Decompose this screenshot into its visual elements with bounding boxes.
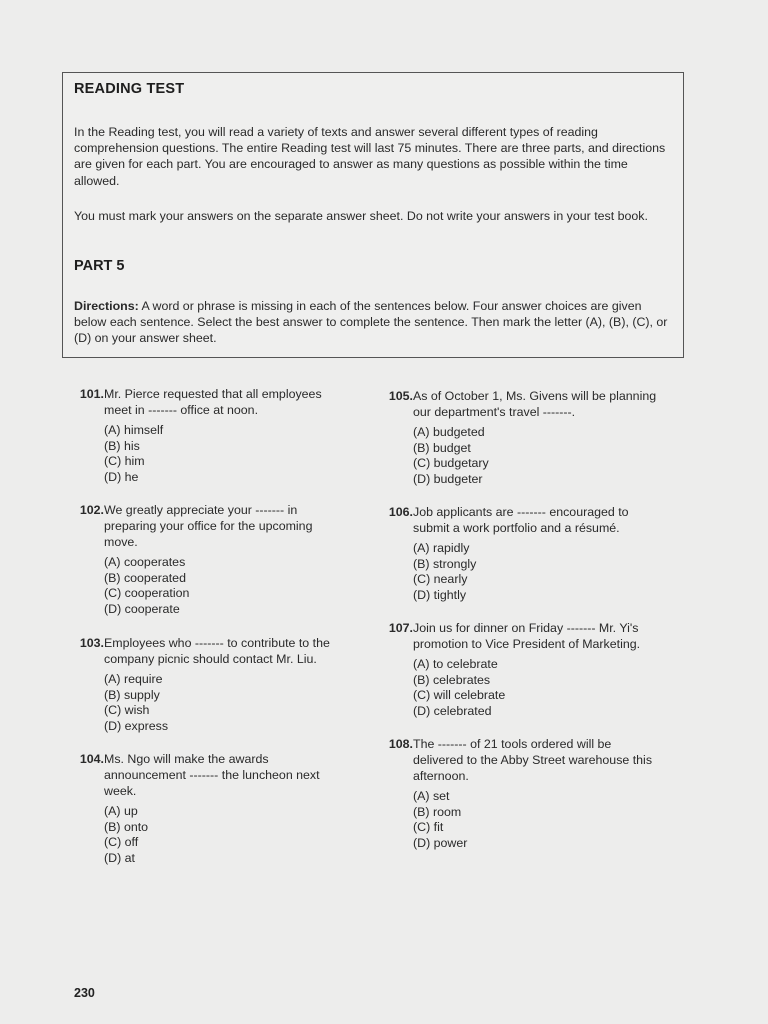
question-text bbox=[413, 620, 640, 652]
question-line: Job applicants are ------- encouraged to bbox=[413, 505, 629, 519]
answer-choice-c: (C) wish bbox=[104, 703, 150, 717]
answer-choice-d: (D) express bbox=[104, 718, 169, 733]
directions-label: Directions: bbox=[74, 299, 139, 313]
question-103 bbox=[72, 635, 362, 735]
answer-choice-a: (A) set bbox=[413, 789, 450, 803]
question-text bbox=[104, 751, 320, 799]
question-line: Employees who ------- to contribute to the bbox=[104, 636, 330, 650]
answer-choices bbox=[413, 540, 476, 602]
question-number: 105. bbox=[388, 389, 413, 403]
instructions-box bbox=[62, 72, 684, 358]
part-title: PART 5 bbox=[74, 258, 125, 274]
answer-choice-a: (A) up bbox=[104, 804, 138, 818]
answer-choice-b: (B) his bbox=[104, 438, 140, 453]
question-line: week. bbox=[104, 784, 137, 798]
answer-choice-b: (B) strongly bbox=[413, 556, 477, 571]
answer-choice-d: (D) tightly bbox=[413, 587, 467, 602]
answer-choice-c: (C) will celebrate bbox=[413, 688, 506, 702]
answer-choice-c: (C) budgetary bbox=[413, 456, 489, 470]
question-number: 104. bbox=[79, 752, 104, 766]
answer-choice-b: (B) supply bbox=[104, 687, 160, 702]
question-number: 106. bbox=[388, 505, 413, 519]
question-106 bbox=[381, 504, 681, 604]
question-text bbox=[413, 504, 629, 536]
page-number: 230 bbox=[74, 986, 95, 1000]
question-line: We greatly appreciate your ------- in bbox=[104, 503, 298, 517]
question-line: Ms. Ngo will make the awards bbox=[104, 752, 269, 766]
answer-sheet-paragraph: You must mark your answers on the separate answer sheet. Do not write your answers in your test book. bbox=[74, 209, 648, 223]
question-text bbox=[413, 736, 652, 784]
answer-choice-a: (A) budgeted bbox=[413, 425, 485, 439]
answer-choice-a: (A) rapidly bbox=[413, 541, 470, 555]
answer-choice-b: (B) celebrates bbox=[413, 672, 491, 687]
question-line: Join us for dinner on Friday ------- Mr. Yi's bbox=[413, 621, 639, 635]
answer-choice-d: (D) power bbox=[413, 835, 468, 850]
answer-choice-a: (A) to celebrate bbox=[413, 657, 498, 671]
question-line: The ------- of 21 tools ordered will be bbox=[413, 737, 612, 751]
question-number: 108. bbox=[388, 737, 413, 751]
question-text bbox=[413, 388, 656, 420]
answer-choices bbox=[413, 656, 505, 718]
question-line: Mr. Pierce requested that all employees bbox=[104, 387, 322, 401]
answer-choices bbox=[104, 554, 189, 616]
question-text bbox=[104, 502, 312, 550]
answer-choice-d: (D) budgeter bbox=[413, 471, 483, 486]
answer-choices bbox=[104, 422, 163, 484]
question-number: 102. bbox=[79, 503, 104, 517]
answer-choice-c: (C) nearly bbox=[413, 572, 468, 586]
answer-choice-c: (C) him bbox=[104, 454, 145, 468]
answer-choice-a: (A) require bbox=[104, 672, 163, 686]
answer-choice-a: (A) himself bbox=[104, 423, 164, 437]
question-text bbox=[104, 386, 322, 418]
answer-choice-b: (B) room bbox=[413, 804, 462, 819]
question-line: announcement ------- the luncheon next bbox=[104, 768, 320, 782]
question-number: 103. bbox=[79, 636, 104, 650]
question-line: preparing your office for the upcoming bbox=[104, 519, 313, 533]
question-101 bbox=[72, 386, 362, 486]
question-102 bbox=[72, 502, 362, 617]
answer-choices bbox=[413, 788, 467, 850]
question-line: move. bbox=[104, 535, 138, 549]
directions-paragraph bbox=[74, 298, 674, 347]
question-text bbox=[104, 635, 330, 667]
question-line: our department's travel -------. bbox=[413, 405, 576, 419]
question-105 bbox=[381, 388, 681, 488]
question-number: 101. bbox=[79, 387, 104, 401]
answer-choice-c: (C) fit bbox=[413, 820, 444, 834]
question-line: As of October 1, Ms. Givens will be planning bbox=[413, 389, 657, 403]
question-line: company picnic should contact Mr. Liu. bbox=[104, 652, 317, 666]
answer-choice-d: (D) at bbox=[104, 850, 135, 865]
answer-choice-d: (D) he bbox=[104, 469, 139, 484]
answer-choices bbox=[413, 424, 489, 486]
intro-paragraph: In the Reading test, you will read a variety of texts and answer several different types of reading comprehension questions. The entire Reading test will last 75 minutes. There are three parts, and directions are given for each part. You are encouraged to answer as many questions as possible within the time allowed. bbox=[74, 125, 666, 188]
answer-choice-c: (C) cooperation bbox=[104, 586, 190, 600]
answer-choice-d: (D) celebrated bbox=[413, 703, 492, 718]
directions-text: A word or phrase is missing in each of the sentences below. Four answer choices are given below each sentence. Select the best answer to complete the sentence. Then mark the letter (A), (B), (C), or (D) on your answer sheet. bbox=[74, 299, 668, 346]
section-title: READING TEST bbox=[74, 81, 185, 97]
question-line: delivered to the Abby Street warehouse this bbox=[413, 753, 653, 767]
answer-choice-c: (C) off bbox=[104, 835, 139, 849]
answer-choices bbox=[104, 671, 168, 733]
question-line: submit a work portfolio and a résumé. bbox=[413, 521, 620, 535]
answer-choice-b: (B) budget bbox=[413, 440, 471, 455]
question-107 bbox=[381, 620, 681, 720]
question-108 bbox=[381, 736, 681, 851]
answer-choice-b: (B) onto bbox=[104, 819, 149, 834]
question-line: promotion to Vice President of Marketing. bbox=[413, 637, 641, 651]
answer-choices bbox=[104, 803, 148, 865]
answer-choice-b: (B) cooperated bbox=[104, 570, 186, 585]
question-104 bbox=[72, 751, 362, 866]
answer-choice-a: (A) cooperates bbox=[104, 555, 186, 569]
question-line: meet in ------- office at noon. bbox=[104, 403, 259, 417]
question-number: 107. bbox=[388, 621, 413, 635]
answer-choice-d: (D) cooperate bbox=[104, 601, 180, 616]
question-line: afternoon. bbox=[413, 769, 469, 783]
